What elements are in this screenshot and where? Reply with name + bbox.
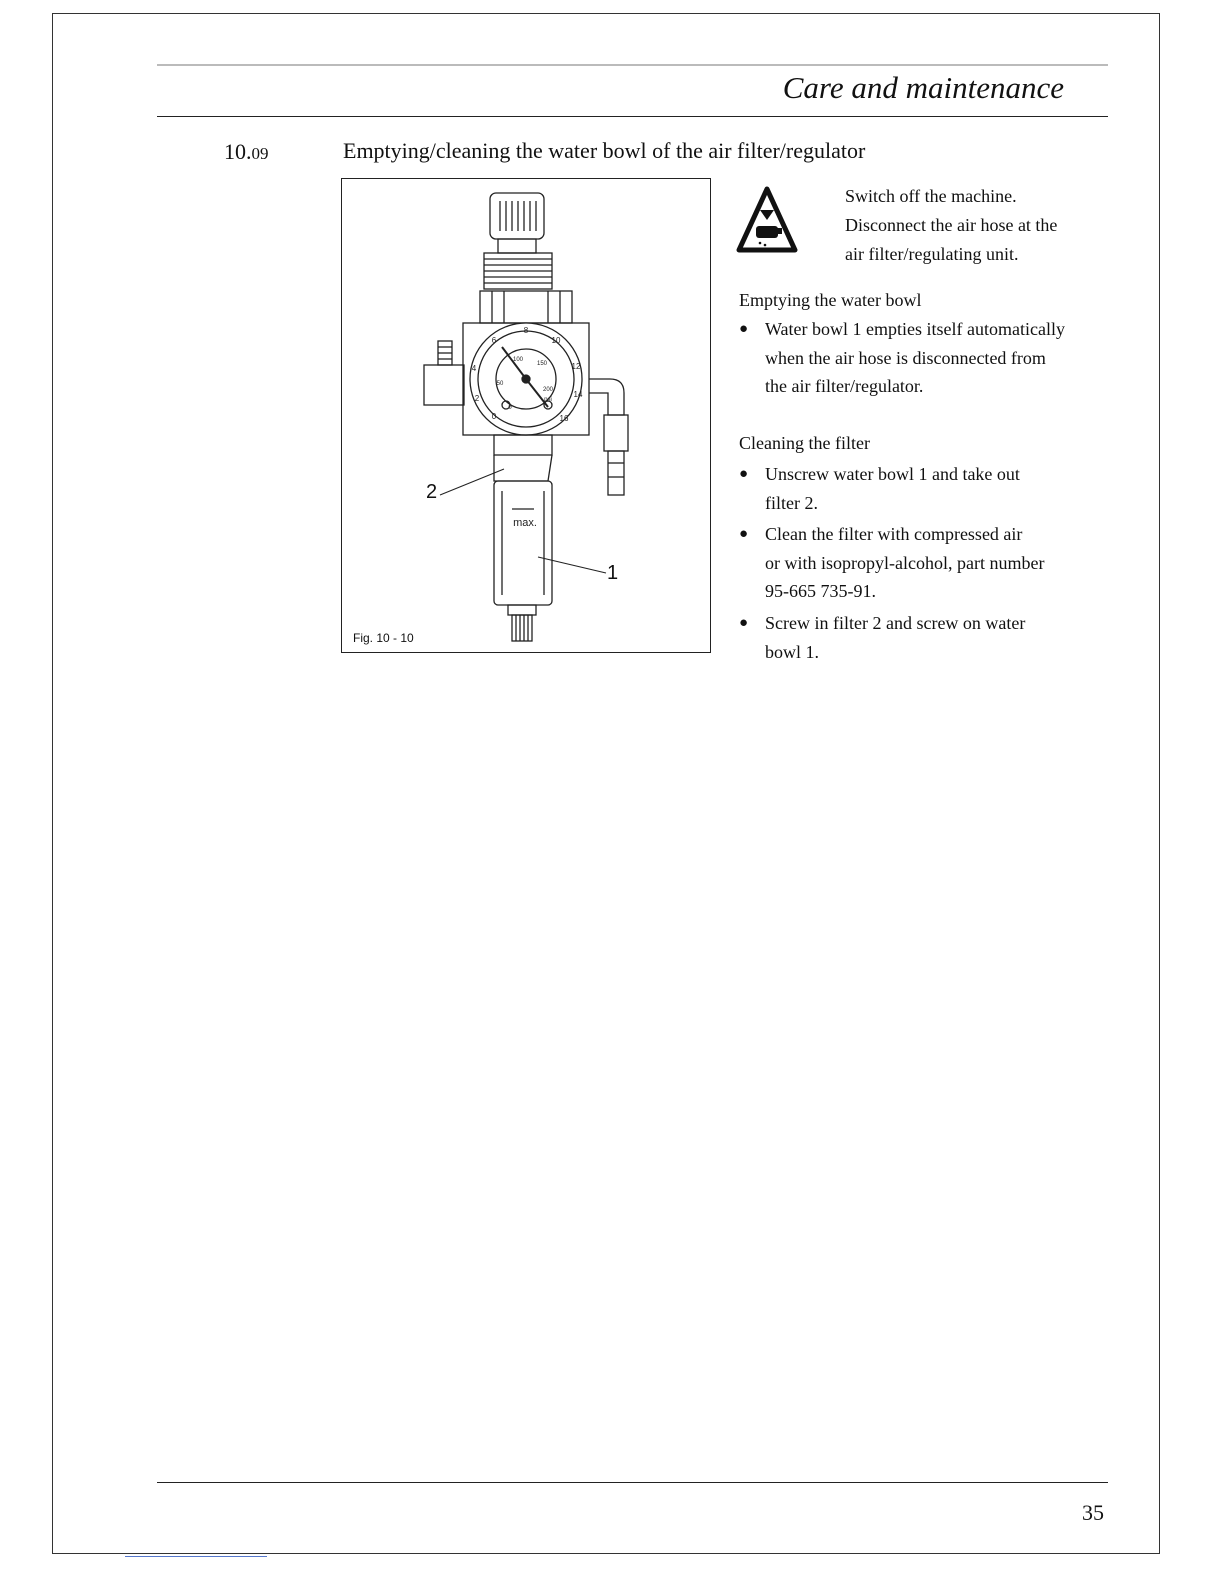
vent-fitting [424,365,464,405]
cleaning-bullet [739,520,1099,606]
gauge-label: 10 [551,336,561,345]
section-title: Emptying/cleaning the water bowl of the air filter/regulator [343,138,866,163]
figure-air-filter-regulator [341,178,711,653]
section-number [224,139,269,165]
bottom-link-underline [125,1556,267,1557]
gauge-psi-label: 200 [542,387,554,393]
gauge-label: 14 [573,390,583,399]
leader-line-1 [538,557,606,573]
gauge-label: 2 [474,394,480,403]
gauge-psi-label: psi [544,397,552,403]
gauge-psi-label: 100 [512,357,524,363]
cleaning-bullet [739,609,1099,666]
bullet-line: Screw in filter 2 and screw on water [765,613,1026,633]
hex-nut [480,291,572,323]
bullet-line: filter 2. [765,492,818,513]
gauge-label: 12 [571,362,581,371]
elbow-fitting [589,379,624,415]
emptying-heading: Emptying the water bowl [739,290,922,310]
warning-line: air filter/regulating unit. [845,244,1019,264]
cleaning-bullet [739,460,1099,517]
figure-caption: Fig. 10 - 10 [353,631,414,645]
bullet-line: the air filter/regulator. [765,376,924,396]
warning-line: Disconnect the air hose at the [845,215,1058,235]
emptying-bullet [739,315,1099,401]
filter-element [494,455,552,481]
cleaning-heading: Cleaning the filter [739,433,870,453]
bullet-dot-icon: ● [739,615,749,631]
water-bowl [494,481,552,605]
bullet-dot-icon: ● [739,526,749,542]
page-number: 35 [1082,1500,1104,1525]
bullet-line: 95-665 735-91. [765,581,876,601]
bullet-line: or with isopropyl-alcohol, part number [765,552,1045,573]
bullet-line: bowl 1. [765,641,819,662]
gauge-label: 4 [471,364,477,373]
bullet-line: when the air hose is disconnected from [765,347,1046,368]
gauge-label: 6 [491,336,497,345]
bullet-dot-icon: ● [739,466,749,482]
callout-1: 1 [607,562,619,584]
gauge-label: 8 [523,326,529,335]
callout-2: 2 [426,481,438,503]
header-title: Care and maintenance [782,70,1064,105]
gauge-label: 0 [491,412,497,421]
gauge-label: 16 [559,414,569,423]
gauge-psi-label: 150 [536,361,548,367]
bullet-line: Water bowl 1 empties itself automatically [765,319,1065,339]
bullet-dot-icon: ● [739,321,749,337]
header-rule-gray [157,64,1108,66]
footer-rule [157,1482,1108,1483]
hand-crush-warning-icon [736,186,798,259]
section-number-sub: 09 [251,144,269,163]
bowl-max-label: max. [513,517,537,529]
gauge-psi-label: 50 [496,381,504,387]
drain-valve [512,615,532,641]
section-number-main: 10. [224,139,252,164]
bullet-line: Clean the filter with compressed air [765,524,1023,544]
bullet-line: Unscrew water bowl 1 and take out [765,464,1020,484]
header-rule [157,116,1108,117]
warning-text [845,182,1057,269]
air-filter-regulator-illustration [342,179,710,652]
warning-line: Switch off the machine. [845,186,1017,206]
gauge-psi-label: 0 [508,405,512,411]
